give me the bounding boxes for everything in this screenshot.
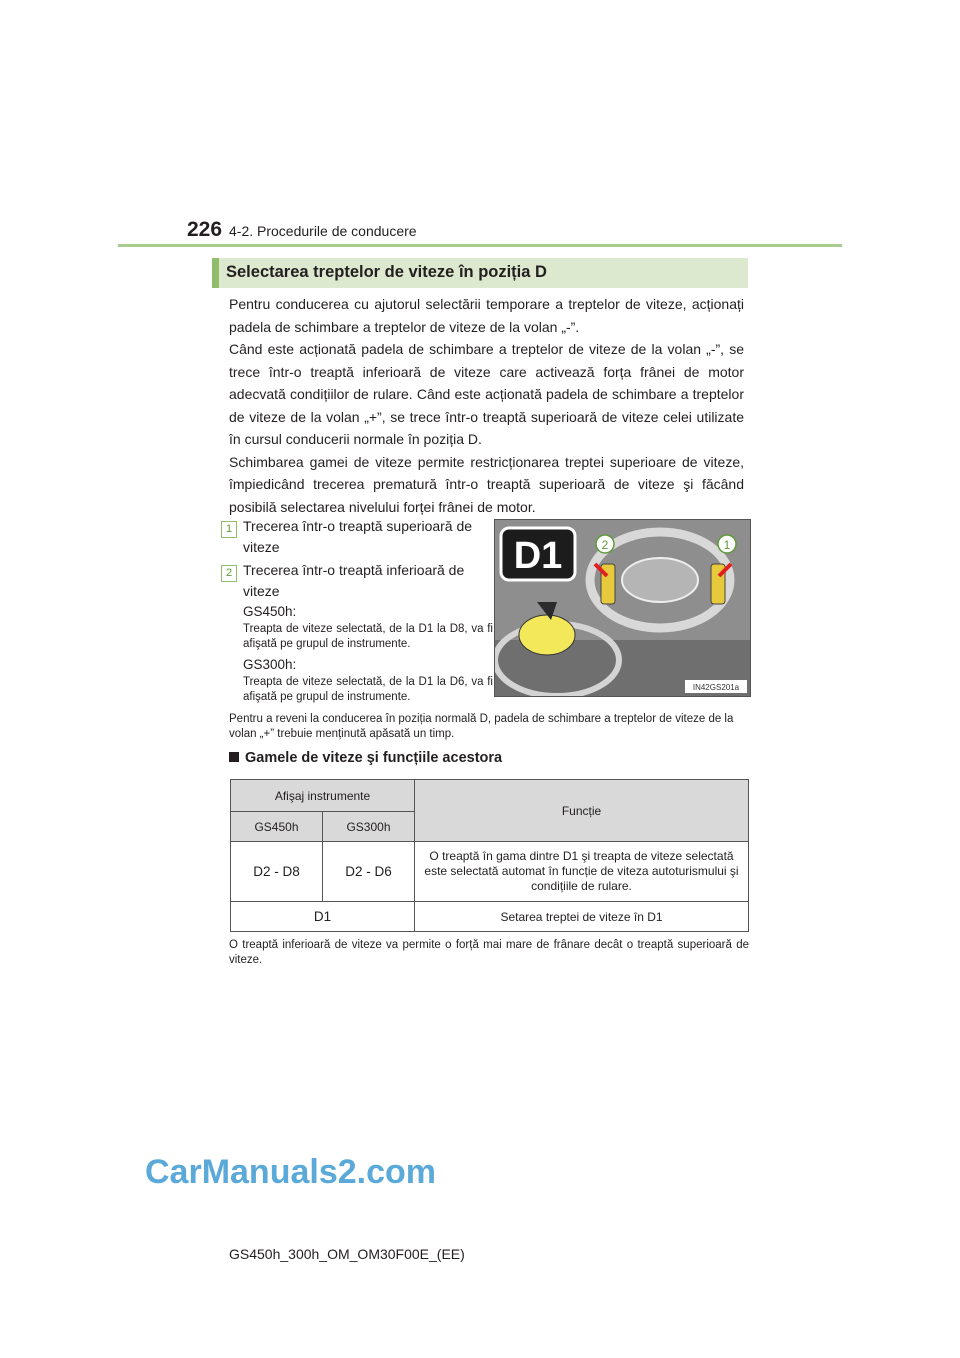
intro-text (229, 293, 744, 518)
row2-display: D1 (231, 902, 415, 932)
illustration-drawing (495, 520, 750, 696)
chapter-title: 4-2. Procedurile de conducere (229, 223, 417, 239)
section-heading-bar (212, 258, 219, 288)
subsection-heading (229, 750, 502, 766)
intro-paragraph-1: Pentru conducerea cu ajutorul selectării temporare a treptelor de viteze, acționați padela de schimbare a treptelor de viteze de la volan „-”. (229, 296, 744, 335)
row2-function: Setarea treptei de viteze în D1 (415, 902, 749, 932)
item-number-2: 2 (221, 565, 237, 582)
item-number-1: 1 (221, 521, 237, 538)
intro-paragraph-3: Schimbarea gamei de viteze permite restricționarea treptei superioare de viteze, împiedicând trecerea prematură într-o treaptă superioară de viteze şi făcând posibilă selectarea nivelului forței frânei de motor. (229, 453, 744, 515)
display-label: D1 (513, 535, 563, 577)
gear-range-table (230, 779, 749, 932)
header-function: Funcție (415, 780, 749, 842)
table-footnote: O treaptă inferioară de viteze va permite o forță mai mare de frânare decât o treaptă superioară de viteze. (229, 939, 749, 966)
row1-function: O treaptă în gama dintre D1 şi treapta de viteze selectată este selectată automat în funcție de viteza autoturismului şi condițiile de rulare. (415, 842, 749, 902)
return-note: Pentru a reveni la conducerea în poziția normală D, padela de schimbare a treptelor de viteze de la volan „+” trebuie menținută apăsată un timp. (229, 713, 734, 740)
steering-wheel-illustration (494, 519, 751, 697)
section-heading (212, 258, 748, 288)
page-number: 226 (187, 218, 223, 241)
item-text-1: Trecerea într-o treaptă superioară de viteze (243, 518, 473, 555)
header-display: Afişaj instrumente (231, 780, 415, 812)
header-gs300h: GS300h (323, 812, 415, 842)
row1-gs450h: D2 - D8 (231, 842, 323, 902)
model-heading-gs450h: GS450h: (243, 604, 297, 619)
watermark-logo: CarManuals2.com (145, 1153, 436, 1191)
footer-code: GS450h_300h_OM_OM30F00E_(EE) (229, 1246, 465, 1262)
callout-2: 2 (601, 538, 609, 552)
model-heading-gs300h: GS300h: (243, 657, 297, 672)
model-text-gs300h: Treapta de viteze selectată, de la D1 la D6, va fi afişată pe grupul de instrumente. (243, 676, 493, 703)
row1-gs300h: D2 - D6 (323, 842, 415, 902)
subsection-title: Gamele de viteze şi funcțiile acestora (245, 750, 503, 766)
illustration-code: IN42GS201a (692, 683, 740, 692)
square-bullet-icon (229, 752, 239, 762)
callout-1: 1 (723, 538, 731, 552)
intro-paragraph-2: Când este acționată padela de schimbare a treptelor de viteze de la volan „-”, se trece într-o treaptă inferioară de viteze care activează forța frânei de motor adecvată condițiilor de rulare. Când este acționată padela de schimbare a treptelor de viteze de la volan „+”, se trece într-o treaptă superioară de viteze celei utilizate în cursul conducerii normale în poziția D. (229, 341, 744, 447)
model-text-gs450h: Treapta de viteze selectată, de la D1 la D8, va fi afişată pe grupul de instrumente. (243, 623, 493, 650)
header-gs450h: GS450h (231, 812, 323, 842)
item-text-2: Trecerea într-o treaptă inferioară de viteze (243, 562, 465, 599)
section-title: Selectarea treptelor de viteze în poziția D (226, 263, 547, 281)
header-rule (118, 244, 842, 247)
